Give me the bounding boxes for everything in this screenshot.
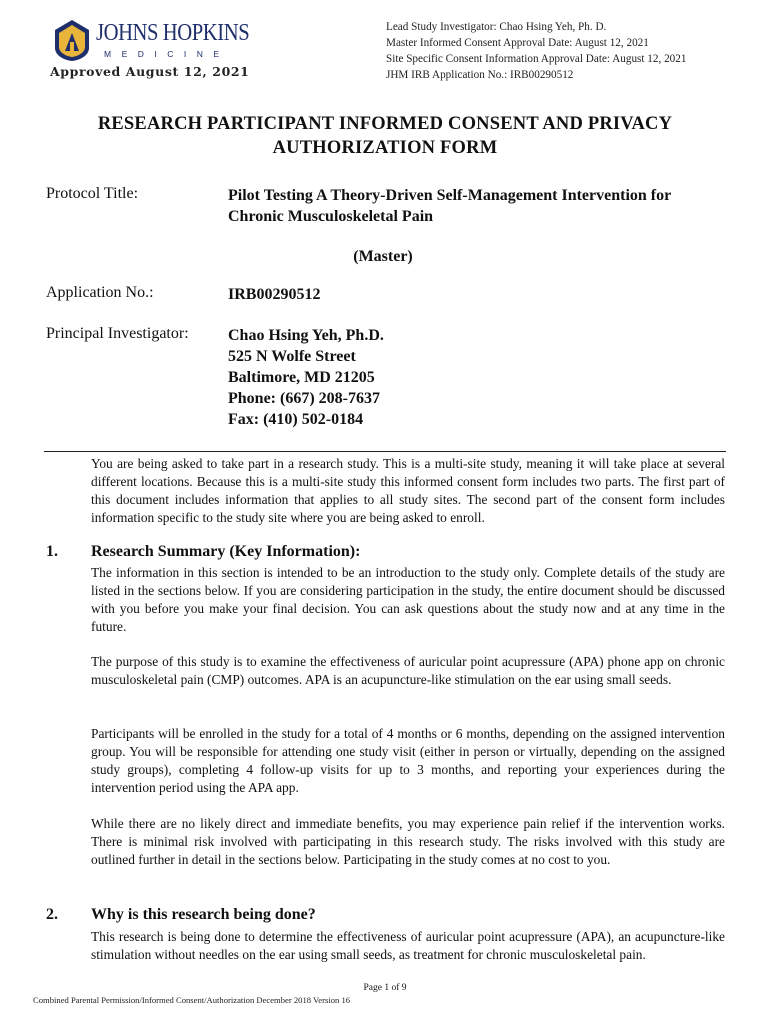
investigator-name: Chao Hsing Yeh, Ph.D. (228, 327, 384, 344)
header-meta (386, 19, 686, 83)
section-2-title: Why is this research being done? (91, 906, 316, 923)
intro-paragraph: You are being asked to take part in a research study. This is a multi-site study, meaning it will take place at several different locations. Because this is a multi-site study this informed consent form includes two parts. The first part of this document includes information that applies to all study sites. The second part of the consent form includes information specific to the study site where you are being asked to enroll. (91, 456, 725, 525)
meta-line: Site Specific Consent Information Approval Date: August 12, 2021 (386, 53, 687, 65)
meta-line: Lead Study Investigator: Chao Hsing Yeh, Ph. D. (386, 21, 607, 33)
title-line: RESEARCH PARTICIPANT INFORMED CONSENT AND PRIVACY (97, 114, 673, 134)
form-version-footer: Combined Parental Permission/Informed Consent/Authorization December 2018 Version 16 (33, 995, 351, 1005)
johns-hopkins-logo (52, 18, 252, 64)
section-1-paragraph: While there are no likely direct and immediate benefits, you may experience pain relief if the intervention works. There is minimal risk involved with participating in this research study. The risks involved with this study are outlined further in detail in the sections below. Participating in the study comes at no cost to you. (91, 816, 725, 867)
application-number: IRB00290512 (228, 286, 321, 303)
divider (44, 451, 726, 452)
logo-name: JOHNS HOPKINS (96, 20, 250, 46)
investigator-phone: Phone: (667) 208-7637 (228, 390, 380, 407)
protocol-label: Protocol Title: (46, 185, 139, 202)
meta-line: JHM IRB Application No.: IRB00290512 (386, 69, 574, 81)
section-1-number: 1. (46, 543, 58, 560)
approved-stamp: Approved August 12, 2021 (50, 64, 250, 79)
section-1-title: Research Summary (Key Information): (91, 543, 361, 560)
investigator-city: Baltimore, MD 21205 (228, 369, 375, 386)
section-1-paragraph: The information in this section is intended to be an introduction to the study only. Complete details of the study are listed in the sections below. If you are considering participation in the study, the entire document should be discussed with you before you make your final decision. You can ask questions about the study now and at any time in the future. (91, 565, 725, 634)
investigator-fax: Fax: (410) 502-0184 (228, 411, 364, 428)
title-line: AUTHORIZATION FORM (272, 138, 498, 158)
protocol-title (228, 185, 671, 227)
section-1-paragraph: The purpose of this study is to examine the effectiveness of auricular point acupressure (APA) phone app on chronic musculoskeletal pain (CMP) outcomes. APA is an acupuncture-like stimulation on the ear using small seeds. (91, 654, 725, 687)
investigator-label: Principal Investigator: (46, 325, 189, 342)
protocol-version: (Master) (353, 248, 413, 265)
logo-subtitle: MEDICINE (104, 49, 230, 59)
section-1-paragraph: Participants will be enrolled in the study for a total of 4 months or 6 months, depending on the assigned intervention group. You will be responsible for attending one study visit (either in person or virtually, depending on the assigned study groups), completing 4 follow-up visits for up to 3 months, and reporting your experiences during the intervention period using the APA app. (91, 726, 725, 795)
application-label: Application No.: (46, 284, 154, 301)
meta-line: Master Informed Consent Approval Date: August 12, 2021 (386, 37, 649, 49)
investigator-info (228, 325, 384, 430)
investigator-street: 525 N Wolfe Street (228, 348, 356, 365)
protocol-line: Pilot Testing A Theory-Driven Self-Management Intervention for (228, 187, 672, 204)
section-2-paragraph: This research is being done to determine the effectiveness of auricular point acupressure (APA), an acupuncture-like stimulation without needles on the ear using small seeds, as treatment for chronic musculoskeletal pain. (91, 929, 725, 962)
section-2-number: 2. (46, 906, 58, 923)
protocol-line: Chronic Musculoskeletal Pain (228, 208, 434, 225)
shield-icon (52, 18, 92, 62)
page-number: Page 1 of 9 (363, 983, 407, 993)
page-title (30, 112, 740, 160)
